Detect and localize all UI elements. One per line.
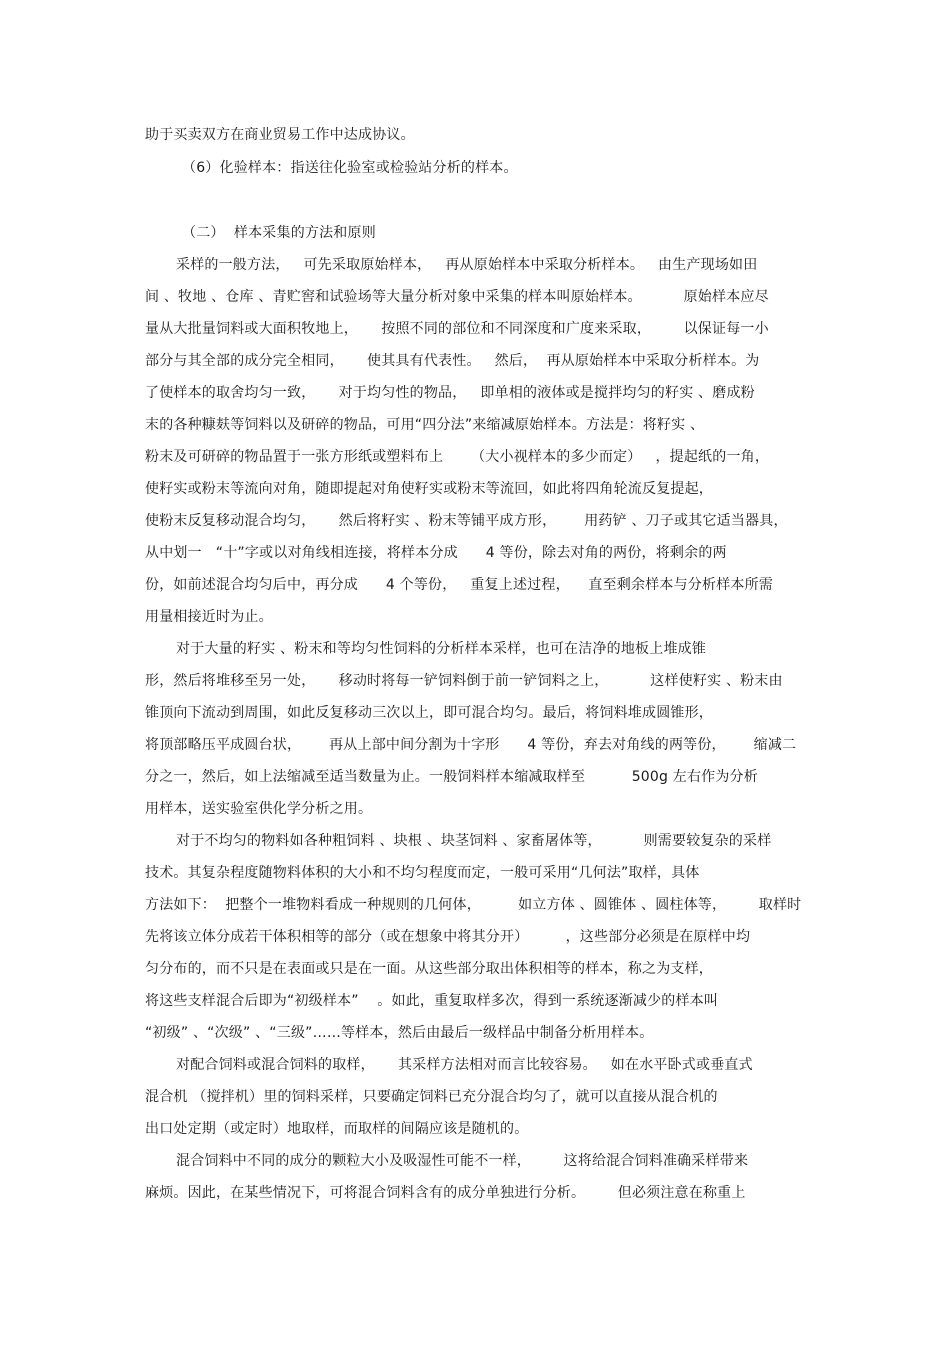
body-text-line: 将顶部略压平成圆台状， 再从上部中间分割为十字形 4 等份，弃去对角线的两等份， 缩减二 bbox=[145, 737, 797, 753]
body-text-line: 用量相接近时为止。 bbox=[145, 609, 273, 625]
section-heading: （二） 样本采集的方法和原则 bbox=[182, 225, 376, 241]
body-text-line: 从中划一 “十”字或以对角线相连接，将样本分成 4 等份，除去对角的两份，将剩余的两 bbox=[145, 545, 727, 561]
paragraph-first-line: 对于大量的籽实 、粉末和等均匀性饲料的分析样本采样，也可在洁净的地板上堆成锥 bbox=[176, 641, 707, 657]
body-text-line: 形，然后将堆移至另一处， 移动时将每一铲饲料倒于前一铲饲料之上， 这样使籽实 、粉末由 bbox=[145, 673, 783, 689]
paragraph-first-line: 混合饲料中不同的成分的颗粒大小及吸湿性可能不一样， 这将给混合饲料准确采样带来 bbox=[176, 1153, 749, 1169]
body-text-line: 麻烦。因此，在某些情况下，可将混合饲料含有的成分单独进行分析。 但必须注意在称重上 bbox=[145, 1185, 746, 1201]
body-text-line: 使籽实或粉末等流向对角，随即提起对角使籽实或粉末等流回，如此将四角轮流反复提起， bbox=[145, 481, 713, 497]
paragraph-first-line: 对配合饲料或混合饲料的取样， 其采样方法相对而言比较容易。 如在水平卧式或垂直式 bbox=[176, 1057, 753, 1073]
body-text-line: 量从大批量饲料或大面积牧地上， 按照不同的部位和不同深度和广度来采取， 以保证每一小 bbox=[145, 321, 769, 337]
body-text-line: 使粉末反复移动混合均匀， 然后将籽实 、粉末等铺平成方形， 用药铲 、刀子或其它适当器具， bbox=[145, 513, 788, 529]
body-text-line: 了使样本的取舍均匀一致， 对于均匀性的物品， 即单相的液体或是搅拌均匀的籽实 、磨成粉 bbox=[145, 385, 755, 401]
body-text-line: 技术。其复杂程度随物料体积的大小和不均匀程度而定，一般可采用“几何法”取样，具体 bbox=[145, 865, 700, 881]
body-text-line: 助于买卖双方在商业贸易工作中达成协议。 bbox=[145, 127, 415, 143]
body-text-line: 部分与其全部的成分完全相同， 使其具有代表性。 然后， 再从原始样本中采取分析样本。为 bbox=[145, 353, 760, 369]
body-text-line: “初级” 、“次级” 、“三级”……等样本，然后由最后一级样品中制备分析用样本。 bbox=[145, 1025, 654, 1041]
body-text-line: 间 、牧地 、仓库 、青贮窖和试验场等大量分析对象中采集的样本叫原始样本。 原始样本应尽 bbox=[145, 289, 769, 305]
body-text-line: 份，如前述混合均匀后中，再分成 4 个等份， 重复上述过程， 直至剩余样本与分析样本所需 bbox=[145, 577, 774, 593]
body-text-line: 分之一，然后，如上法缩减至适当数量为止。一般饲料样本缩减取样至 500g 左右作为分析 bbox=[145, 769, 758, 785]
body-text-line: 用样本，送实验室供化学分析之用。 bbox=[145, 801, 373, 817]
body-text-line: 先将该立体分成若干体积相等的部分（或在想象中将其分开） ，这些部分必须是在原样中均 bbox=[145, 929, 751, 945]
body-text-line: 末的各种糠麸等饲料以及研碎的物品，可用“四分法”来缩减原始样本。方法是：将籽实 、 bbox=[145, 417, 705, 433]
body-text-line: 混合机 （搅拌机）里的饲料采样，只要确定饲料已充分混合均匀了，就可以直接从混合机的 bbox=[145, 1089, 718, 1105]
body-text-line: 将这些支样混合后即为“初级样本” 。如此，重复取样多次，得到一系统逐渐减少的样本叫 bbox=[145, 993, 719, 1009]
body-text-line: 出口处定期（或定时）地取样，而取样的间隔应该是随机的。 bbox=[145, 1121, 529, 1137]
body-text-line: 锥顶向下流动到周围，如此反复移动三次以上，即可混合均匀。最后，将饲料堆成圆锥形， bbox=[145, 705, 713, 721]
body-text-line: 粉末及可研碎的物品置于一张方形纸或塑料布上 （大小视样本的多少而定） ，提起纸的一角， bbox=[145, 449, 770, 465]
paragraph-first-line: 采样的一般方法， 可先采取原始样本， 再从原始样本中采取分析样本。 由生产现场如田 bbox=[176, 257, 758, 273]
list-item-text: （6）化验样本：指送往化验室或检验站分析的样本。 bbox=[182, 160, 518, 176]
body-text-line: 匀分布的，而不只是在表面或只是在一面。从这些部分取出体积相等的样本，称之为支样， bbox=[145, 961, 713, 977]
body-text-line: 方法如下： 把整个一堆物料看成一种规则的几何体， 如立方体 、圆锥体 、圆柱体等， 取样时 bbox=[145, 897, 802, 913]
paragraph-first-line: 对于不均匀的物料如各种粗饲料 、块根 、块茎饲料 、家畜屠体等， 则需要较复杂的采样 bbox=[176, 833, 772, 849]
